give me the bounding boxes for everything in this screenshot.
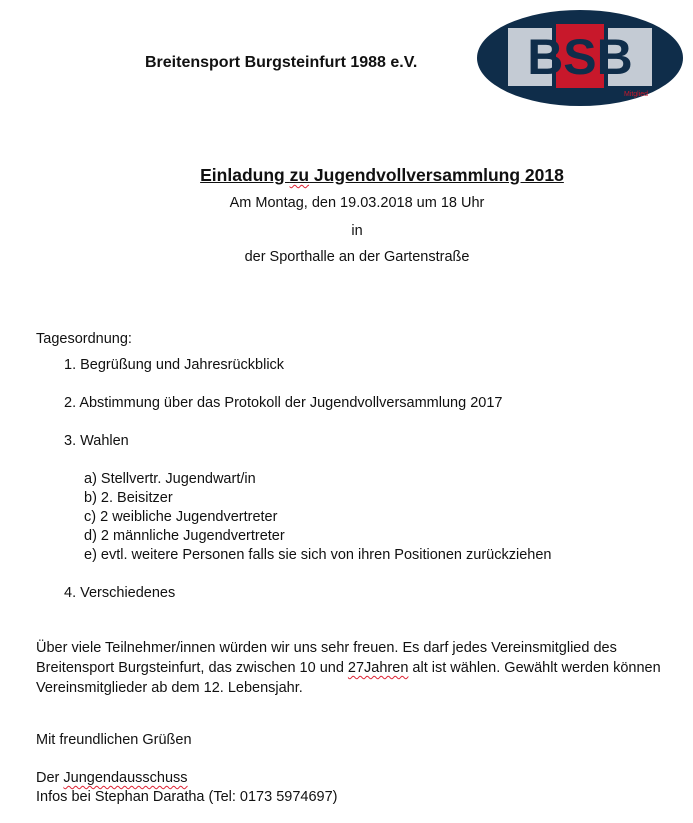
agenda-item: 2. Abstimmung über das Protokoll der Jugendvollversammlung 2017 (64, 395, 503, 411)
club-logo (476, 8, 684, 108)
agenda-sub-item: d) 2 männliche Jugendvertreter (84, 528, 285, 544)
greeting: Mit freundlichen Grüßen (36, 732, 192, 748)
agenda-sub-item: e) evtl. weitere Personen falls sie sich von ihren Positionen zurückziehen (84, 547, 552, 563)
agenda-heading: Tagesordnung: (36, 331, 132, 347)
signature: Der Jungendausschuss (36, 770, 188, 786)
in-line: in (351, 223, 363, 239)
logo-text: BSB (527, 29, 633, 85)
agenda-item: 4. Verschiedenes (64, 585, 176, 601)
agenda-item: 1. Begrüßung und Jahresrückblick (64, 357, 285, 373)
contact-line: Infos bei Stephan Daratha (Tel: 0173 5974697) (36, 789, 338, 805)
agenda-sub-item: c) 2 weibliche Jugendvertreter (84, 509, 278, 525)
location-line: der Sporthalle an der Gartenstraße (244, 249, 470, 265)
date-line: Am Montag, den 19.03.2018 um 18 Uhr (229, 195, 485, 211)
agenda-sub-item: a) Stellvertr. Jugendwart/in (84, 471, 256, 487)
invitation-title: Einladung zu Jugendvollversammlung 2018 (200, 165, 564, 185)
info-paragraph: Über viele Teilnehmer/innen würden wir uns sehr freuen. Es darf jedes Vereinsmitglied des Breitensport Burgsteinfurt, das zwischen 10 und 27Jahren alt ist wählen. Gewählt werden können Vereinsmitglieder ab dem 12. Lebensjahr. (36, 640, 661, 696)
agenda-item: 3. Wahlen (64, 433, 129, 449)
logo-subtext: Mitglied (623, 91, 649, 98)
club-name: Breitensport Burgsteinfurt 1988 e.V. (145, 54, 418, 71)
agenda-sub-item: b) 2. Beisitzer (84, 490, 173, 506)
